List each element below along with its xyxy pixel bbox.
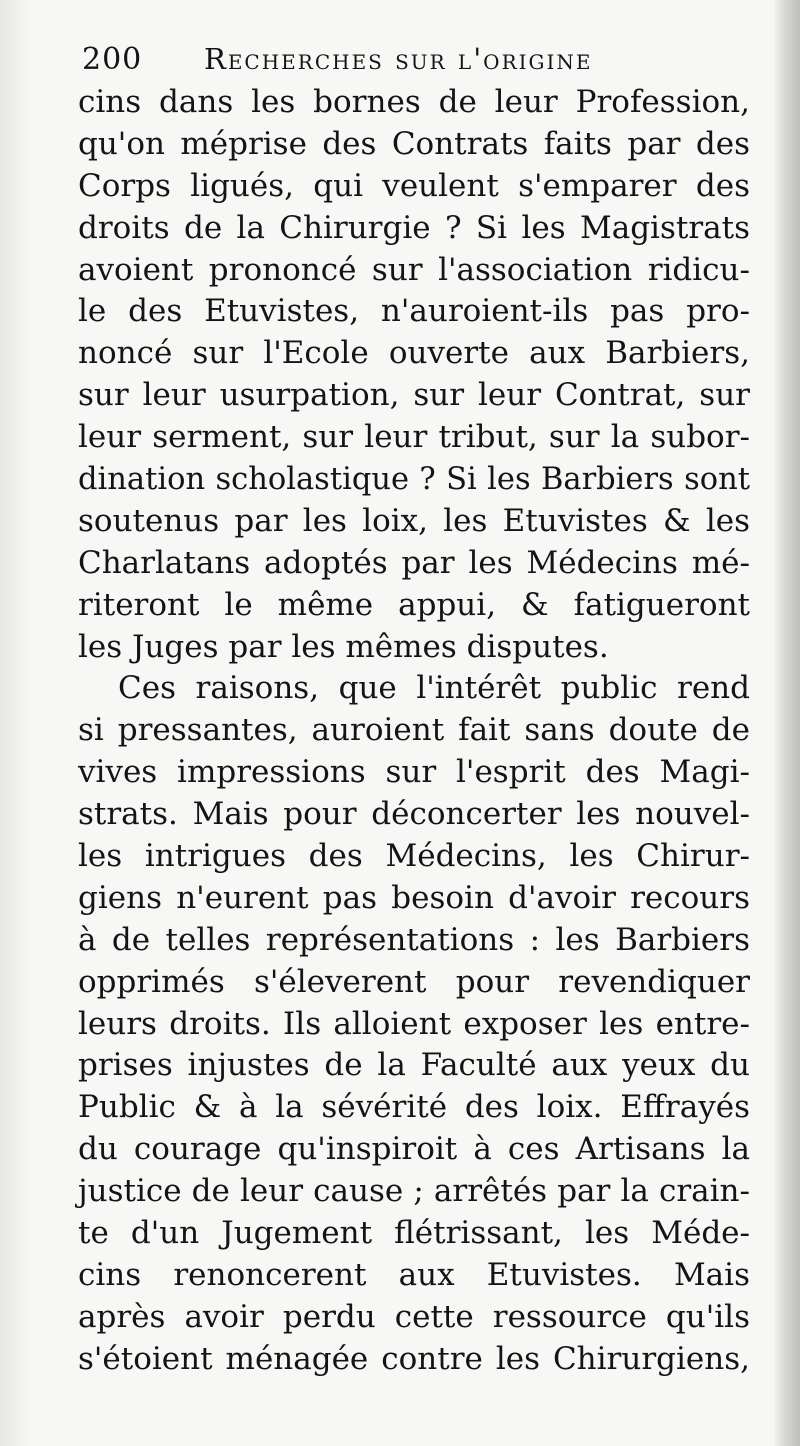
- paragraph-start-line: Ces raisons, que l'intérêt public rend: [118, 670, 750, 707]
- running-header: [82, 40, 722, 84]
- text-line: dination scholastique ? Si les Barbiers sont: [78, 462, 750, 498]
- text-line: avoient prononcé sur l'association ridicu-: [78, 251, 750, 288]
- running-title: Recherches sur l'origine: [204, 42, 593, 76]
- text-line: après avoir perdu cette ressource qu'ils: [78, 1298, 750, 1335]
- text-line: Public & à la sévérité des loix. Effrayés: [78, 1089, 750, 1126]
- text-line: sur leur usurpation, sur leur Contrat, sur: [78, 377, 750, 414]
- text-line: le des Etuvistes, n'auroient-ils pas pro-: [78, 293, 750, 330]
- text-line: s'étoient ménagée contre les Chirurgiens,: [78, 1340, 750, 1377]
- text-line: noncé sur l'Ecole ouverte aux Barbiers,: [78, 335, 750, 372]
- body-text: [78, 82, 750, 1381]
- text-line: leur serment, sur leur tribut, sur la subor-: [78, 419, 750, 456]
- text-line: si pressantes, auroient fait sans doute de: [78, 712, 750, 749]
- text-line: strats. Mais pour déconcerter les nouvel-: [78, 796, 750, 833]
- text-line: droits de la Chirurgie ? Si les Magistrats: [78, 209, 750, 246]
- page-left-shadow: [0, 0, 30, 1446]
- text-line: riteront le même appui, & fatigueront: [78, 586, 750, 623]
- text-line: Corps ligués, qui veulent s'emparer des: [78, 167, 750, 204]
- text-line: les intrigues des Médecins, les Chirur-: [78, 838, 750, 875]
- text-line: soutenus par les loix, les Etuvistes & les: [78, 502, 750, 539]
- page-number: 200: [82, 42, 143, 77]
- text-line: justice de leur cause ; arrêtés par la crain-: [78, 1173, 750, 1210]
- text-line: à de telles représentations : les Barbiers: [78, 921, 750, 958]
- text-line: leurs droits. Ils alloient exposer les entre-: [78, 1005, 750, 1042]
- text-line: prises injustes de la Faculté aux yeux du: [78, 1047, 750, 1084]
- page-right-shadow: [774, 0, 800, 1446]
- text-line: Charlatans adoptés par les Médecins mé-: [78, 544, 750, 581]
- paragraph-end-line: les Juges par les mêmes disputes.: [78, 628, 609, 665]
- text-line: cins renoncerent aux Etuvistes. Mais: [78, 1256, 750, 1293]
- text-line: opprimés s'éleverent pour revendiquer: [78, 963, 750, 1000]
- text-line: du courage qu'inspiroit à ces Artisans la: [78, 1131, 750, 1168]
- text-line: cins dans les bornes de leur Profession,: [78, 84, 750, 120]
- text-line: qu'on méprise des Contrats faits par des: [78, 125, 750, 162]
- text-line: giens n'eurent pas besoin d'avoir recours: [78, 879, 750, 916]
- text-line: vives impressions sur l'esprit des Magi-: [78, 754, 750, 791]
- text-line: te d'un Jugement flétrissant, les Méde-: [78, 1215, 750, 1252]
